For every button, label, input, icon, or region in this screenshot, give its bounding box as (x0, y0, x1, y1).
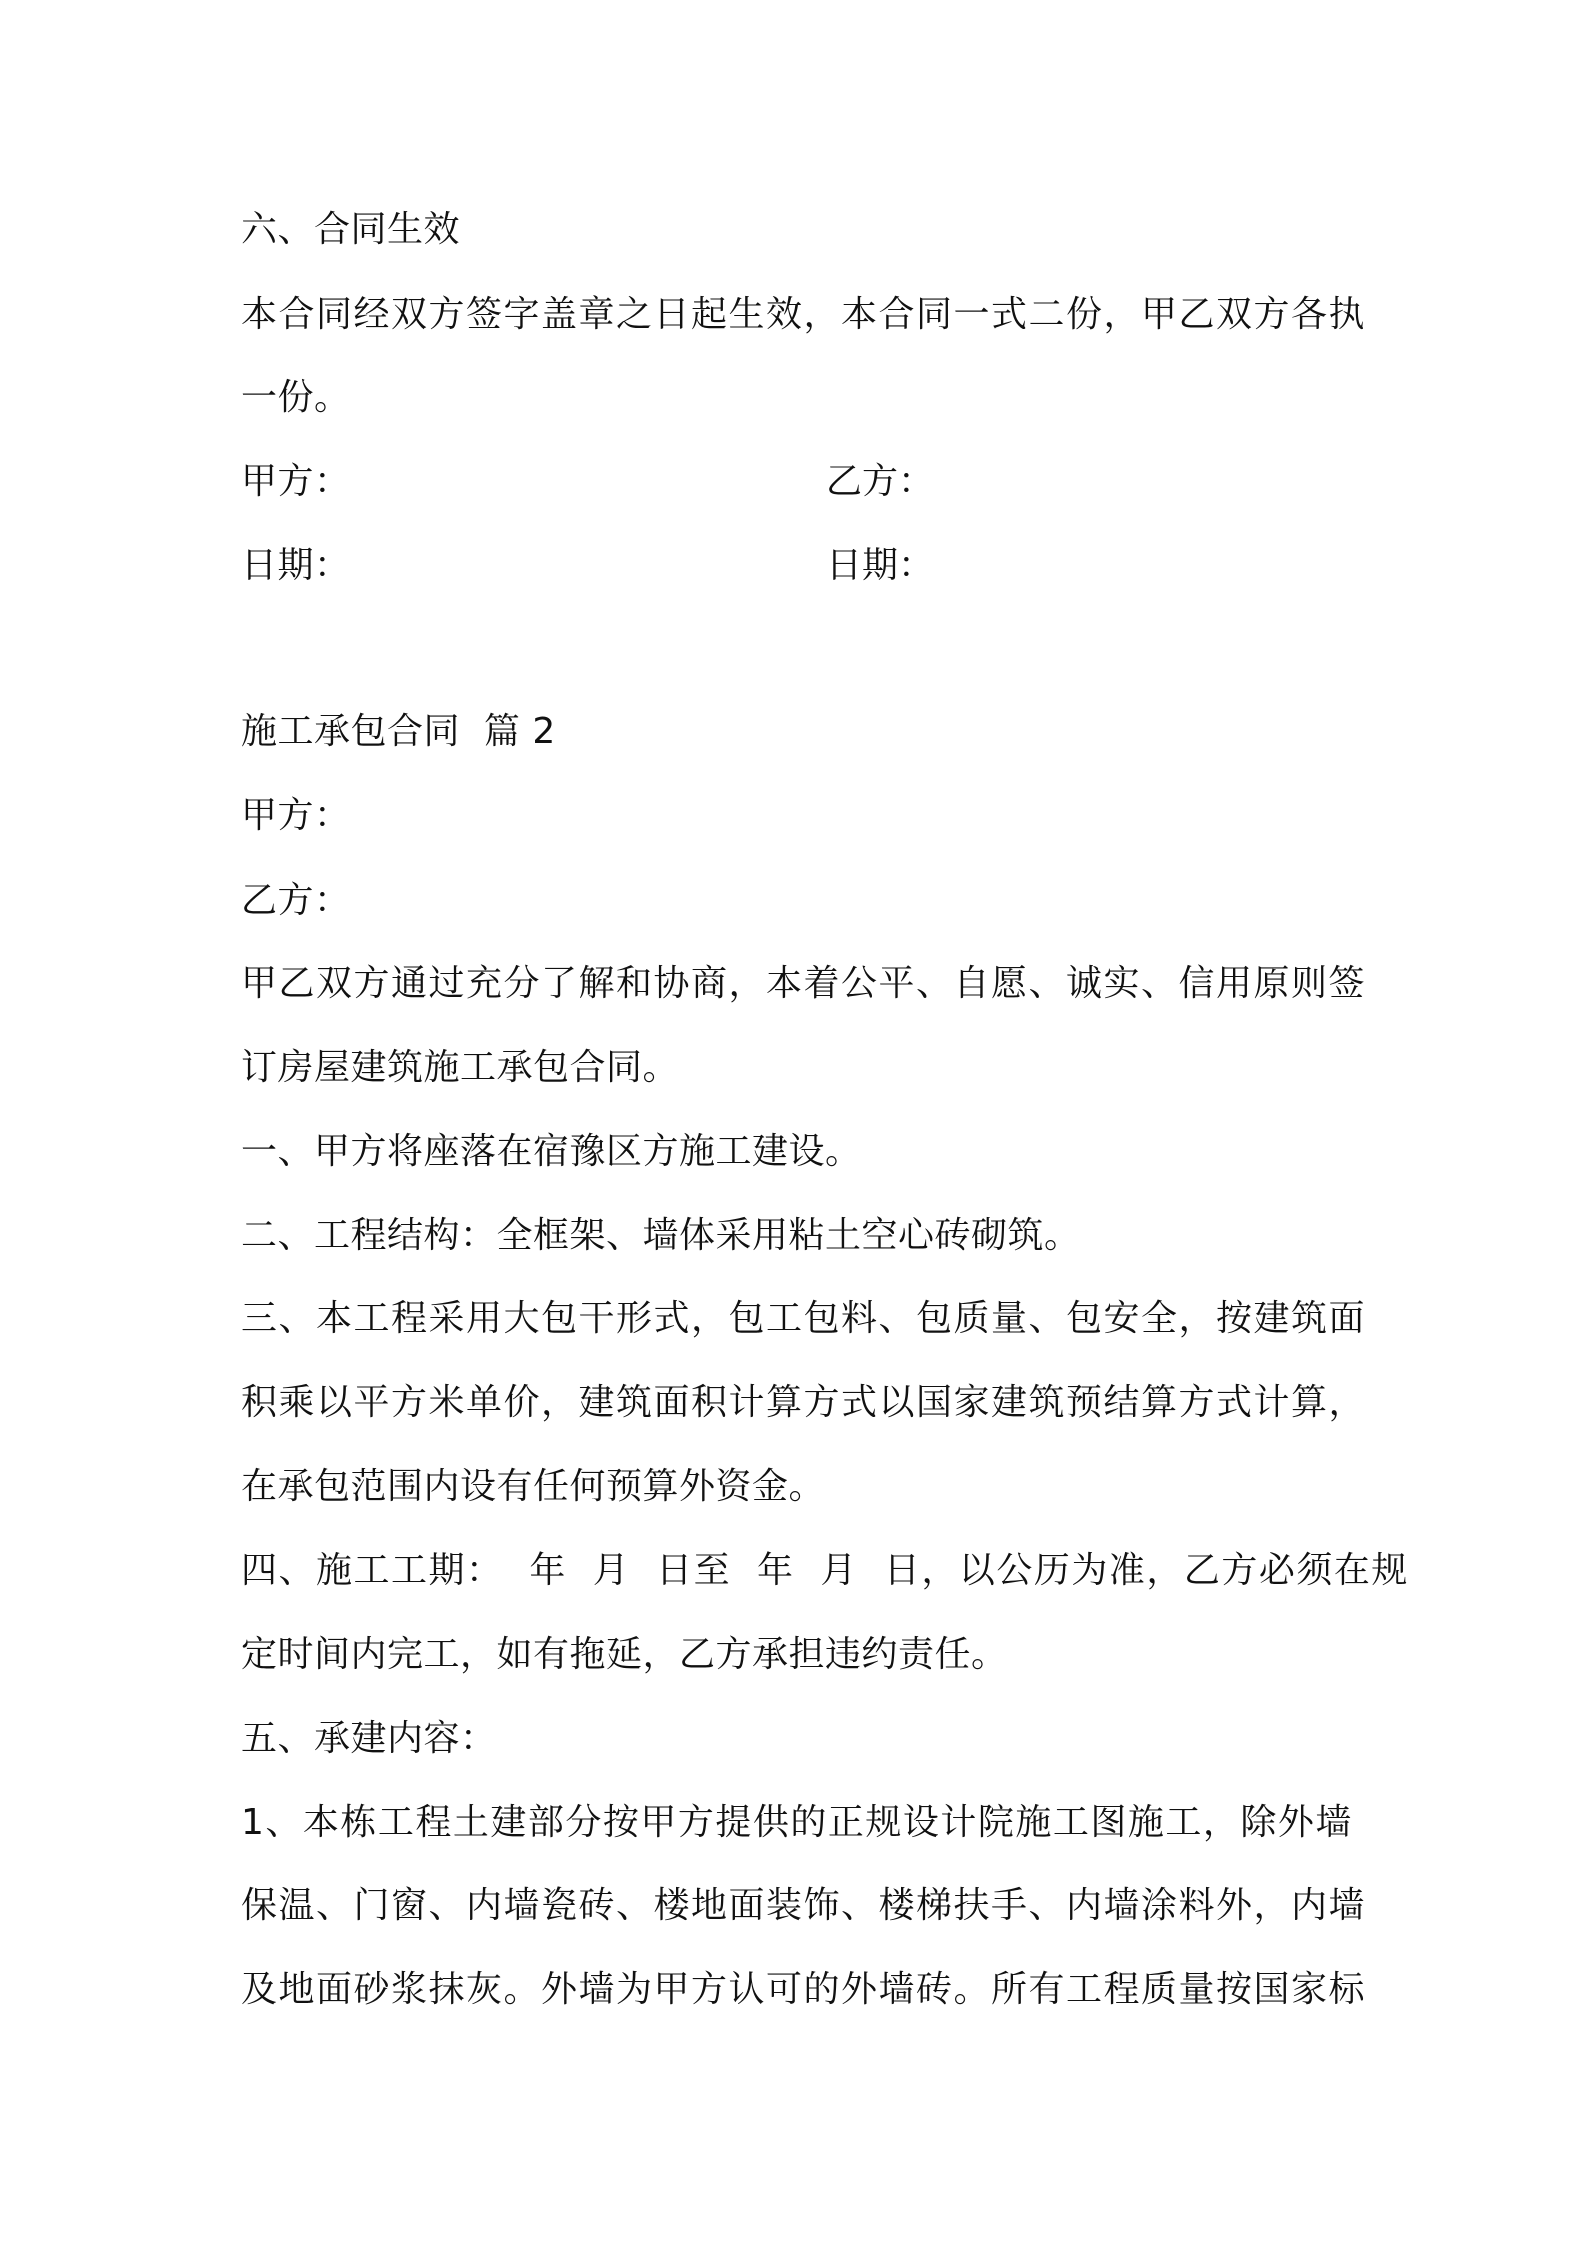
contract2-item5-1-line3: 及地面砂浆抹灰。外墙为甲方认可的外墙砖。所有工程质量按国家标 (241, 1969, 1367, 2010)
contract2-item5-1-line2: 保温、门窗、内墙瓷砖、楼地面装饰、楼梯扶手、内墙涂料外，内墙 (241, 1885, 1367, 1926)
contract2-item3-line3: 在承包范围内设有任何预算外资金。 (241, 1466, 826, 1507)
contract2-party-a: 甲方： (241, 795, 351, 836)
contract2-item3-line2: 积乘以平方米单价，建筑面积计算方式以国家建筑预结算方式计算， (241, 1382, 1367, 1423)
contract2-intro-line2: 订房屋建筑施工承包合同。 (241, 1047, 680, 1088)
party-a-signature-label: 甲方： (241, 461, 351, 502)
contract2-party-b: 乙方： (241, 880, 351, 921)
section6-body-line1: 本合同经双方签字盖章之日起生效，本合同一式二份，甲乙双方各执 (241, 294, 1367, 335)
party-b-signature-label: 乙方： (826, 461, 935, 502)
party-a-date-label: 日期： (241, 545, 351, 586)
party-b-date-label: 日期： (826, 545, 935, 586)
contract2-item3-line1: 三、本工程采用大包干形式，包工包料、包质量、包安全，按建筑面 (241, 1298, 1367, 1339)
contract2-title: 施工承包合同 篇 2 (241, 711, 556, 752)
contract2-item5-heading: 五、承建内容： (241, 1718, 497, 1759)
contract2-item5-1-line1: 1、本栋工程土建部分按甲方提供的正规设计院施工图施工，除外墙 (241, 1802, 1353, 1843)
contract2-item2: 二、工程结构：全框架、墙体采用粘土空心砖砌筑。 (241, 1215, 1081, 1256)
contract2-item4-line2: 定时间内完工，如有拖延，乙方承担违约责任。 (241, 1634, 1008, 1675)
contract2-item1: 一、甲方将座落在宿豫区方施工建设。 (241, 1131, 862, 1172)
section6-heading: 六、合同生效 (241, 209, 461, 250)
section6-body-line2: 一份。 (241, 377, 351, 418)
contract2-intro-line1: 甲乙双方通过充分了解和协商，本着公平、自愿、诚实、信用原则签 (241, 963, 1367, 1004)
contract2-item4-line1: 四、施工工期： 年 月 日至 年 月 日，以公历为准，乙方必须在规 (241, 1550, 1409, 1591)
